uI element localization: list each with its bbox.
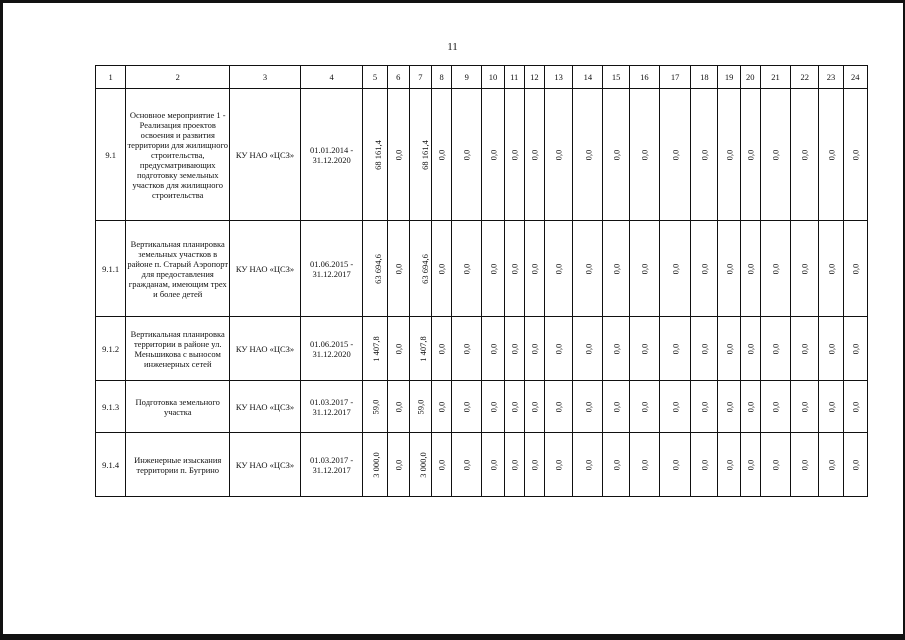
column-header: 22: [791, 66, 819, 89]
value-text: 0,0: [611, 263, 622, 274]
value-cell: [760, 317, 790, 381]
value-cell: [791, 221, 819, 317]
row-code-text: 9.1.3: [102, 401, 120, 412]
value-text: 0,0: [770, 459, 781, 470]
value-text: 0,0: [582, 401, 593, 412]
row-executor-text: КУ НАО «ЦСЗ»: [235, 263, 295, 274]
table-row: [96, 381, 868, 433]
value-cell: [603, 317, 629, 381]
value-cell: [603, 381, 629, 433]
row-code: [96, 433, 126, 497]
value-cell: [629, 433, 659, 497]
value-cell: [791, 317, 819, 381]
value-text: 0,0: [745, 343, 756, 354]
value-cell: [603, 221, 629, 317]
value-cell: [843, 381, 867, 433]
value-cell: [760, 89, 790, 221]
column-header: 20: [740, 66, 760, 89]
value-cell: [409, 433, 431, 497]
page-border-top: [0, 0, 905, 3]
value-cell: [843, 317, 867, 381]
value-text: 3 000,0: [371, 451, 382, 478]
row-executor: [230, 89, 301, 221]
value-cell: [791, 89, 819, 221]
value-cell: [482, 381, 504, 433]
table-row: [96, 433, 868, 497]
row-executor-text: КУ НАО «ЦСЗ»: [235, 401, 295, 412]
value-cell: [573, 221, 603, 317]
row-period: [300, 317, 363, 381]
column-header: 19: [718, 66, 740, 89]
value-cell: [544, 89, 572, 221]
value-cell: [409, 381, 431, 433]
row-description: [126, 317, 230, 381]
value-text: 0,0: [799, 149, 810, 160]
value-cell: [482, 89, 504, 221]
value-cell: [409, 89, 431, 221]
value-text: 0,0: [436, 459, 447, 470]
row-description: [126, 89, 230, 221]
value-text: 0,0: [461, 343, 472, 354]
value-cell: [544, 221, 572, 317]
value-text: 3 000,0: [417, 451, 428, 478]
row-description-text: Основное мероприятие 1 - Реализация проектов освоения и развития территории для жилищного строительства, предусматривающих подготовку земельных участков для жилищного строительства: [127, 109, 228, 200]
value-text: 0,0: [461, 401, 472, 412]
value-text: 0,0: [724, 343, 735, 354]
value-cell: [718, 381, 740, 433]
value-text: 0,0: [699, 149, 710, 160]
row-executor: [230, 221, 301, 317]
value-cell: [524, 317, 544, 381]
value-cell: [843, 89, 867, 221]
value-cell: [452, 381, 482, 433]
value-text: 0,0: [436, 263, 447, 274]
value-text: 0,0: [582, 149, 593, 160]
value-cell: [387, 433, 409, 497]
column-header: 6: [387, 66, 409, 89]
column-header: 15: [603, 66, 629, 89]
value-text: 0,0: [825, 263, 836, 274]
value-text: 0,0: [724, 263, 735, 274]
data-table: [95, 65, 868, 497]
value-text: 0,0: [825, 459, 836, 470]
value-cell: [573, 433, 603, 497]
value-cell: [431, 221, 451, 317]
value-text: 0,0: [825, 401, 836, 412]
value-cell: [431, 89, 451, 221]
value-cell: [573, 317, 603, 381]
value-cell: [482, 317, 504, 381]
row-code-text: 9.1.2: [102, 343, 120, 354]
value-cell: [544, 381, 572, 433]
column-header: 1: [96, 66, 126, 89]
value-cell: [843, 433, 867, 497]
value-text: 0,0: [825, 343, 836, 354]
row-period: [300, 221, 363, 317]
value-text: 0,0: [436, 149, 447, 160]
column-header: 9: [452, 66, 482, 89]
row-code: [96, 381, 126, 433]
value-text: 0,0: [509, 263, 520, 274]
value-text: 0,0: [799, 263, 810, 274]
value-text: 0,0: [670, 149, 681, 160]
value-text: 68 161,4: [419, 139, 430, 170]
row-executor: [230, 381, 301, 433]
row-code-text: 9.1: [105, 149, 116, 160]
table-row: [96, 89, 868, 221]
value-text: 0,0: [553, 263, 564, 274]
value-cell: [659, 221, 690, 317]
value-cell: [387, 89, 409, 221]
value-text: 0,0: [850, 459, 861, 470]
value-text: 0,0: [509, 459, 520, 470]
column-header: 16: [629, 66, 659, 89]
value-cell: [363, 317, 387, 381]
value-cell: [718, 89, 740, 221]
row-period-text: 01.06.2015 - 31.12.2017: [310, 258, 354, 279]
value-text: 0,0: [529, 343, 540, 354]
row-code-text: 9.1.1: [102, 263, 120, 274]
table-row: [96, 221, 868, 317]
value-text: 0,0: [745, 149, 756, 160]
value-cell: [843, 221, 867, 317]
column-header: 23: [819, 66, 843, 89]
value-text: 0,0: [699, 459, 710, 470]
value-cell: [573, 381, 603, 433]
value-text: 0,0: [529, 459, 540, 470]
value-cell: [452, 221, 482, 317]
value-cell: [524, 433, 544, 497]
row-description-text: Инженерные изыскания территории п. Бугрино: [134, 454, 222, 475]
column-header: 17: [659, 66, 690, 89]
value-text: 0,0: [639, 149, 650, 160]
value-cell: [659, 317, 690, 381]
value-cell: [431, 433, 451, 497]
value-cell: [760, 381, 790, 433]
value-text: 0,0: [553, 149, 564, 160]
value-text: 0,0: [724, 401, 735, 412]
column-header: 12: [524, 66, 544, 89]
value-text: 0,0: [461, 263, 472, 274]
value-text: 0,0: [529, 149, 540, 160]
row-code: [96, 317, 126, 381]
value-cell: [387, 317, 409, 381]
value-cell: [524, 89, 544, 221]
value-cell: [740, 89, 760, 221]
column-header: 8: [431, 66, 451, 89]
value-text: 0,0: [745, 401, 756, 412]
column-header: 13: [544, 66, 572, 89]
value-text: 0,0: [582, 263, 593, 274]
value-cell: [718, 433, 740, 497]
page-border-bottom: [0, 634, 905, 640]
value-text: 0,0: [461, 459, 472, 470]
value-text: 0,0: [850, 343, 861, 354]
value-text: 0,0: [611, 149, 622, 160]
value-cell: [629, 221, 659, 317]
value-text: 0,0: [670, 459, 681, 470]
column-header: 11: [504, 66, 524, 89]
value-cell: [691, 221, 718, 317]
value-cell: [409, 221, 431, 317]
column-header: 10: [482, 66, 504, 89]
value-text: 0,0: [850, 149, 861, 160]
value-text: 0,0: [670, 263, 681, 274]
value-text: 63 694,6: [419, 253, 430, 284]
value-cell: [544, 317, 572, 381]
value-text: 0,0: [699, 263, 710, 274]
value-text: 0,0: [850, 263, 861, 274]
value-text: 0,0: [436, 401, 447, 412]
row-period: [300, 89, 363, 221]
value-cell: [691, 433, 718, 497]
value-cell: [482, 433, 504, 497]
value-cell: [740, 317, 760, 381]
value-cell: [740, 221, 760, 317]
value-text: 0,0: [799, 343, 810, 354]
value-cell: [819, 89, 843, 221]
row-period-text: 01.01.2014 - 31.12.2020: [310, 144, 354, 165]
value-cell: [363, 221, 387, 317]
value-cell: [363, 433, 387, 497]
row-description-text: Вертикальная планировка территории в районе ул. Меньшикова с выносом инженерных сетей: [130, 328, 225, 369]
value-cell: [504, 89, 524, 221]
value-text: 0,0: [639, 343, 650, 354]
value-text: 0,0: [393, 401, 404, 412]
page-number: 11: [447, 41, 458, 53]
value-text: 0,0: [850, 401, 861, 412]
value-text: 0,0: [393, 459, 404, 470]
value-cell: [452, 89, 482, 221]
value-text: 0,0: [770, 343, 781, 354]
value-cell: [387, 381, 409, 433]
row-executor: [230, 317, 301, 381]
value-cell: [740, 381, 760, 433]
value-text: 0,0: [488, 149, 499, 160]
value-text: 63 694,6: [373, 253, 384, 284]
value-cell: [718, 221, 740, 317]
value-text: 0,0: [639, 401, 650, 412]
value-cell: [409, 317, 431, 381]
row-executor: [230, 433, 301, 497]
value-cell: [659, 381, 690, 433]
column-header: 4: [300, 66, 363, 89]
value-cell: [431, 317, 451, 381]
table-row: [96, 317, 868, 381]
value-text: 0,0: [393, 149, 404, 160]
value-cell: [629, 89, 659, 221]
value-cell: [524, 221, 544, 317]
row-executor-text: КУ НАО «ЦСЗ»: [235, 459, 295, 470]
value-cell: [603, 89, 629, 221]
column-header: 21: [760, 66, 790, 89]
row-period: [300, 381, 363, 433]
value-text: 0,0: [799, 459, 810, 470]
row-period: [300, 433, 363, 497]
value-text: 0,0: [509, 401, 520, 412]
column-header: 24: [843, 66, 867, 89]
value-cell: [659, 433, 690, 497]
value-text: 59,0: [415, 399, 426, 414]
value-text: 68 161,4: [373, 139, 384, 170]
value-text: 0,0: [825, 149, 836, 160]
value-text: 0,0: [553, 343, 564, 354]
column-header: 2: [126, 66, 230, 89]
value-cell: [691, 317, 718, 381]
row-code: [96, 221, 126, 317]
value-text: 0,0: [553, 459, 564, 470]
value-cell: [504, 433, 524, 497]
value-text: 0,0: [509, 149, 520, 160]
row-description: [126, 221, 230, 317]
value-text: 0,0: [611, 401, 622, 412]
value-text: 0,0: [611, 459, 622, 470]
value-text: 0,0: [724, 459, 735, 470]
value-cell: [819, 221, 843, 317]
value-text: 0,0: [639, 263, 650, 274]
page-border-left: [0, 0, 3, 640]
row-code-text: 9.1.4: [102, 459, 120, 470]
value-text: 0,0: [745, 459, 756, 470]
value-text: 0,0: [529, 401, 540, 412]
value-text: 0,0: [611, 343, 622, 354]
value-cell: [452, 317, 482, 381]
value-cell: [524, 381, 544, 433]
value-cell: [629, 317, 659, 381]
value-cell: [504, 221, 524, 317]
value-cell: [819, 317, 843, 381]
value-cell: [791, 381, 819, 433]
row-description: [126, 381, 230, 433]
row-executor-text: КУ НАО «ЦСЗ»: [235, 343, 295, 354]
value-text: 0,0: [582, 459, 593, 470]
value-text: 0,0: [770, 149, 781, 160]
value-cell: [544, 433, 572, 497]
value-cell: [603, 433, 629, 497]
row-description-text: Вертикальная планировка земельных участков в районе п. Старый Аэропорт для предоставления гражданам, имеющим трех и более детей: [127, 238, 229, 299]
value-cell: [691, 89, 718, 221]
value-text: 0,0: [393, 343, 404, 354]
value-cell: [760, 433, 790, 497]
value-text: 0,0: [670, 401, 681, 412]
value-text: 0,0: [553, 401, 564, 412]
row-description: [126, 433, 230, 497]
value-text: 0,0: [639, 459, 650, 470]
row-period-text: 01.03.2017 - 31.12.2017: [310, 454, 354, 475]
value-text: 0,0: [699, 401, 710, 412]
value-text: 0,0: [770, 401, 781, 412]
row-description-text: Подготовка земельного участка: [135, 396, 220, 417]
value-text: 1 407,8: [417, 335, 428, 362]
column-header: 3: [230, 66, 301, 89]
row-period-text: 01.06.2015 - 31.12.2020: [310, 338, 354, 359]
value-text: 0,0: [529, 263, 540, 274]
value-text: 0,0: [724, 149, 735, 160]
value-cell: [504, 381, 524, 433]
column-header: 18: [691, 66, 718, 89]
row-executor-text: КУ НАО «ЦСЗ»: [235, 149, 295, 160]
value-text: 0,0: [488, 459, 499, 470]
value-cell: [504, 317, 524, 381]
value-text: 0,0: [582, 343, 593, 354]
value-cell: [482, 221, 504, 317]
row-period-text: 01.03.2017 - 31.12.2017: [310, 396, 354, 417]
value-text: 0,0: [509, 343, 520, 354]
row-code: [96, 89, 126, 221]
value-cell: [819, 433, 843, 497]
value-text: 0,0: [488, 343, 499, 354]
value-text: 0,0: [799, 401, 810, 412]
value-cell: [718, 317, 740, 381]
value-text: 0,0: [745, 263, 756, 274]
value-cell: [791, 433, 819, 497]
column-header: 14: [573, 66, 603, 89]
header-row: [96, 66, 868, 89]
value-cell: [760, 221, 790, 317]
value-text: 0,0: [770, 263, 781, 274]
value-text: 0,0: [699, 343, 710, 354]
value-text: 59,0: [370, 399, 380, 414]
column-header: 7: [409, 66, 431, 89]
value-cell: [363, 89, 387, 221]
value-cell: [431, 381, 451, 433]
value-text: 1 407,8: [371, 335, 382, 362]
value-cell: [659, 89, 690, 221]
value-cell: [629, 381, 659, 433]
value-cell: [452, 433, 482, 497]
value-cell: [819, 381, 843, 433]
value-cell: [691, 381, 718, 433]
value-text: 0,0: [488, 263, 499, 274]
value-cell: [740, 433, 760, 497]
value-cell: [387, 221, 409, 317]
value-text: 0,0: [393, 263, 404, 274]
value-cell: [573, 89, 603, 221]
value-text: 0,0: [436, 343, 447, 354]
value-text: 0,0: [670, 343, 681, 354]
value-text: 0,0: [461, 149, 472, 160]
column-header: 5: [363, 66, 387, 89]
value-text: 0,0: [488, 401, 499, 412]
value-cell: [363, 381, 387, 433]
